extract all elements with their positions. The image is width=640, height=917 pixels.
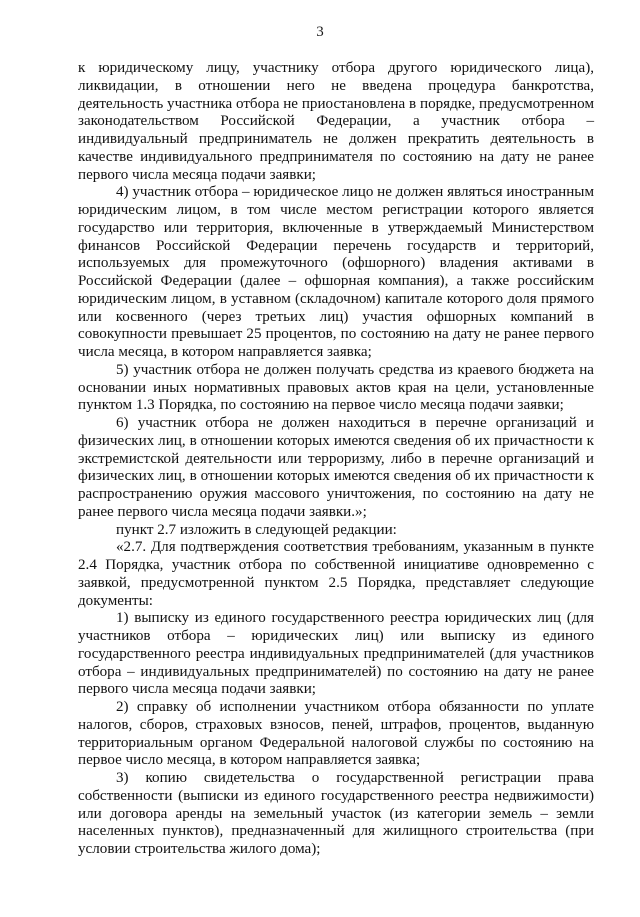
- paragraph-amendment-intro: пункт 2.7 изложить в следующей редакции:: [116, 521, 397, 538]
- paragraph-clause-2-7: «2.7. Для подтверждения соответствия требованиям, указанным в пункте 2.4 Порядка, участник отбора по собственной инициативе одновременно с заявкой, предусмотренной пунктом 2.5 Порядка, представляет следующие документы:: [78, 539, 594, 609]
- page-number: 3: [316, 24, 324, 40]
- paragraph-item-6: 6) участник отбора не должен находиться в перечне организаций и физических лиц, в отношении которых имеются сведения об их причастности к экстремистской деятельности или терроризму, либо в перечне организаций и физических лиц, в отношении которых имеются сведения об их причастности к распространению оружия массового уничтожения, по состоянию на дату не ранее первого числа месяца подачи заявки.»;: [78, 415, 594, 520]
- paragraph-item-5: 5) участник отбора не должен получать средства из краевого бюджета на основании иных нормативных правовых актов края на цели, установленные пунктом 1.3 Порядка, по состоянию на первое число месяца подачи заявки;: [78, 361, 594, 414]
- paragraph-document-2: 2) справку об исполнении участником отбора обязанности по уплате налогов, сборов, страховых взносов, пеней, штрафов, процентов, выданную территориальным органом Федеральной налоговой службы по состоянию на первое число месяца, в котором направляется заявка;: [78, 699, 594, 769]
- paragraph-document-3: 3) копию свидетельства о государственной регистрации права собственности (выписки из единого государственного реестра недвижимости) или договора аренды на земельный участок (из категории земель – земли населенных пунктов), предназначенный для жилищного строительства (при условии строительства жилого дома);: [78, 770, 594, 857]
- paragraph-continuation: к юридическому лицу, участнику отбора другого юридического лица), ликвидации, в отношении него не введена процедура банкротства, деятельность участника отбора не приостановлена в порядке, предусмотренном законодательством Российской Федерации, а участник отбора – индивидуальный предприниматель не должен прекратить деятельность в качестве индивидуального предпринимателя по состоянию на дату не ранее первого числа месяца подачи заявки;: [78, 60, 594, 183]
- document-body: [78, 60, 594, 859]
- paragraph-item-4: 4) участник отбора – юридическое лицо не должен являться иностранным юридическим лицом, в том числе местом регистрации которого является государство или территория, включенные в утверждаемый Министерством финансов Российской Федерации перечень государств и территорий, используемых для промежуточного (офшорного) владения активами в Российской Федерации (далее – офшорная компания), а также российским юридическим лицом, в уставном (складочном) капитале которого доля прямого или косвенного (через третьих лиц) участия офшорных компаний в совокупности превышает 25 процентов, по состоянию на дату не ранее первого числа месяца, в котором направляется заявка;: [78, 184, 594, 360]
- paragraph-document-1: 1) выписку из единого государственного реестра юридических лиц (для участников отбора – юридических лиц) или выписку из единого государственного реестра индивидуальных предпринимателей (для участников отбора – индивидуальных предпринимателей) по состоянию на дату не ранее первого числа месяца подачи заявки;: [78, 610, 594, 698]
